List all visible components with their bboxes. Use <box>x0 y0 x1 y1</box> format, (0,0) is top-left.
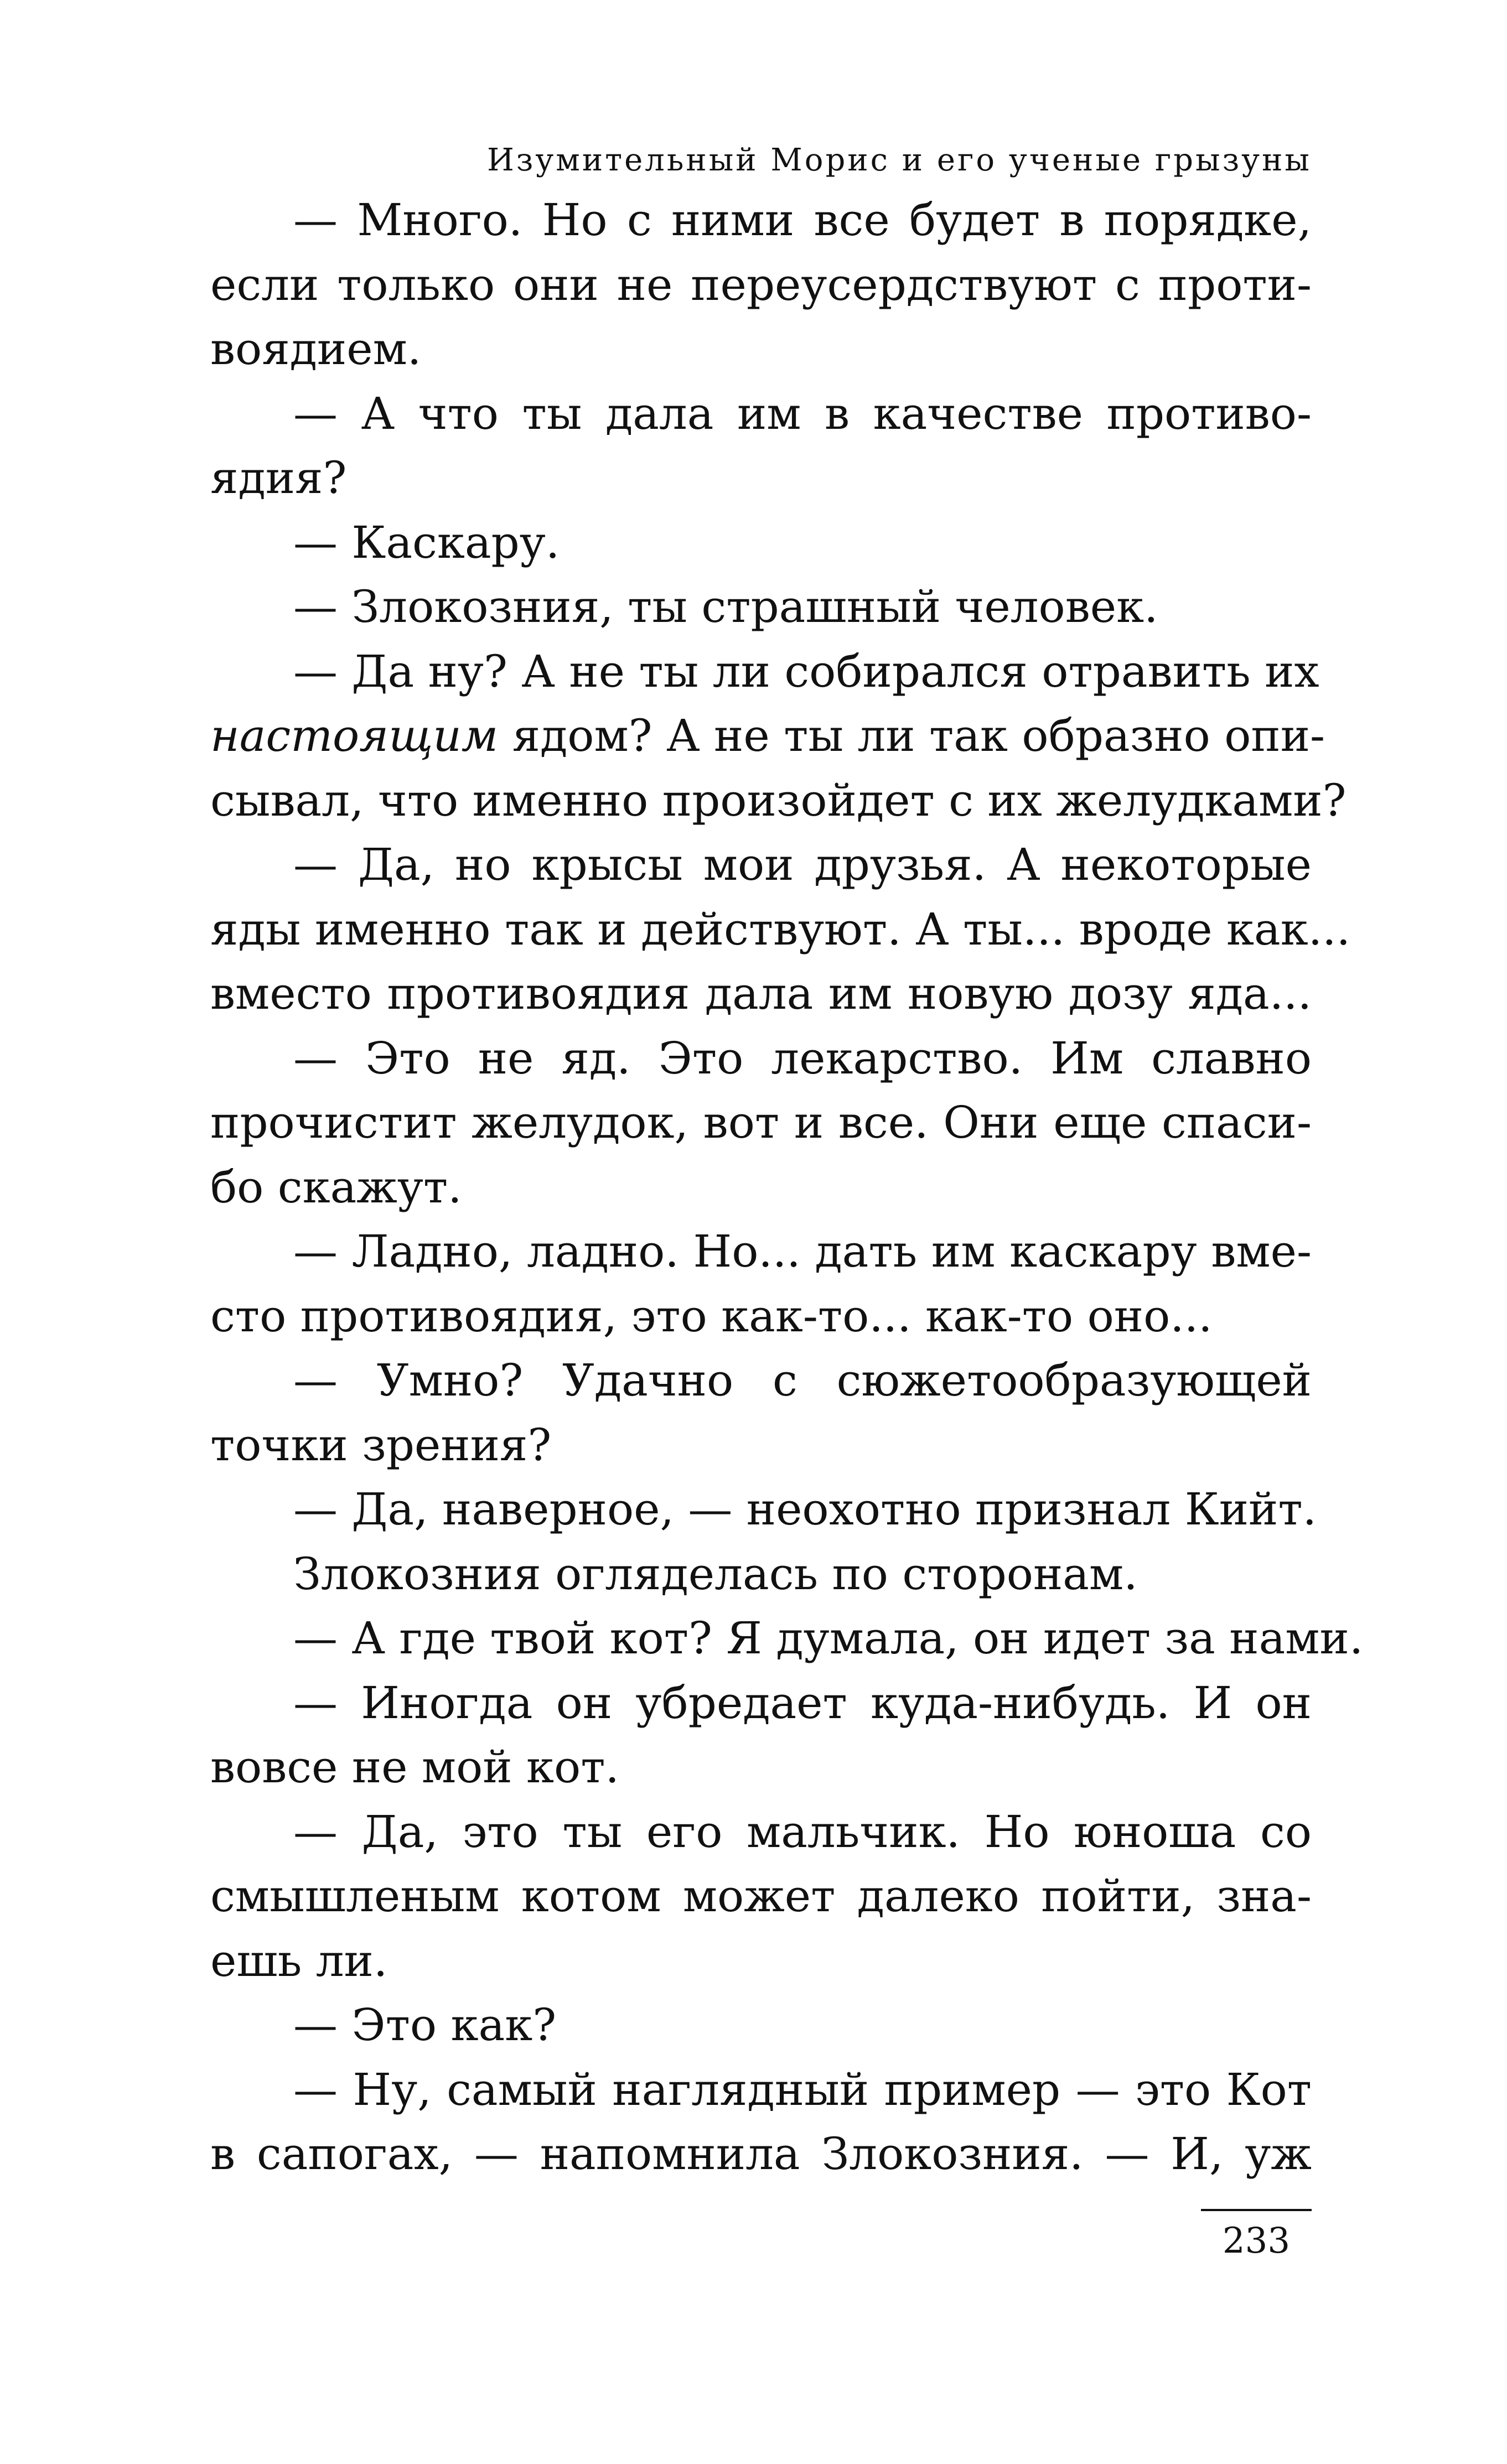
text-line-29: — Это как? <box>293 1999 557 2051</box>
text-line-3: воядием. <box>210 323 422 375</box>
text-line-16: бо скажут. <box>210 1161 462 1213</box>
text-line-25: вовсе не мой кот. <box>210 1741 619 1793</box>
text-line-12: яды именно так и действуют. А ты... вроде как... <box>210 903 1351 955</box>
body-text <box>210 188 1364 2187</box>
text-line-21: — Да, наверное, — неохотно признал Кийт. <box>293 1483 1317 1535</box>
text-line-15: прочистит желудок, вот и все. Они еще спаси- <box>210 1097 1312 1148</box>
text-line-28: ешь ли. <box>210 1934 388 1986</box>
text-line-10: сывал, что именно произойдет с их желудками? <box>210 774 1347 826</box>
page-number-rule <box>1201 2209 1312 2211</box>
italic-word: настоящим <box>210 710 499 761</box>
page-number: 233 <box>1222 2221 1291 2261</box>
text-line-26: — Да, это ты его мальчик. Но юноша со <box>293 1806 1312 1858</box>
text-line-4: — А что ты дала им в качестве противо- <box>293 387 1312 439</box>
text-line-14: — Это не яд. Это лекарство. Им славно <box>293 1032 1312 1084</box>
text-line-24: — Иногда он убредает куда-нибудь. И он <box>293 1677 1312 1729</box>
text-line-2: если только они не переусердствуют с проти- <box>210 258 1312 310</box>
running-head: Изумительный Морис и его ученые грызуны <box>486 142 1312 178</box>
text-line-5: ядия? <box>210 452 347 504</box>
text-line-30: — Ну, самый наглядный пример — это Кот <box>293 2063 1312 2115</box>
text-line-9 <box>210 704 1325 769</box>
text-line-13: вместо противоядия дала им новую дозу яда... <box>210 968 1312 1019</box>
text-line-23: — А где твой кот? Я думала, он идет за нами. <box>293 1612 1364 1664</box>
text-line-27: смышленым котом может далеко пойти, зна- <box>210 1870 1312 1922</box>
text-line-20: точки зрения? <box>210 1419 552 1471</box>
text-line-18: сто противоядия, это как-то... как-то оно... <box>210 1290 1213 1342</box>
text-line-19: — Умно? Удачно с сюжетообразующей <box>293 1355 1312 1406</box>
text-line-6: — Каскару. <box>293 516 560 568</box>
text-line-17: — Ладно, ладно. Но... дать им каскару вме- <box>293 1226 1312 1277</box>
text-line-22: Злокозния огляделась по сторонам. <box>293 1548 1138 1600</box>
text-line-1: — Много. Но с ними все будет в порядке, <box>293 194 1312 246</box>
text-line-31: в сапогах, — напомнила Злокозния. — И, уж <box>210 2128 1312 2180</box>
text-line-7: — Злокозния, ты страшный человек. <box>293 581 1158 632</box>
text-line-9-rest: ядом? А не ты ли так образно опи- <box>512 710 1325 761</box>
text-line-11: — Да, но крысы мои друзья. А некоторые <box>293 839 1312 890</box>
text-line-8: — Да ну? А не ты ли собирался отравить их <box>293 645 1319 697</box>
